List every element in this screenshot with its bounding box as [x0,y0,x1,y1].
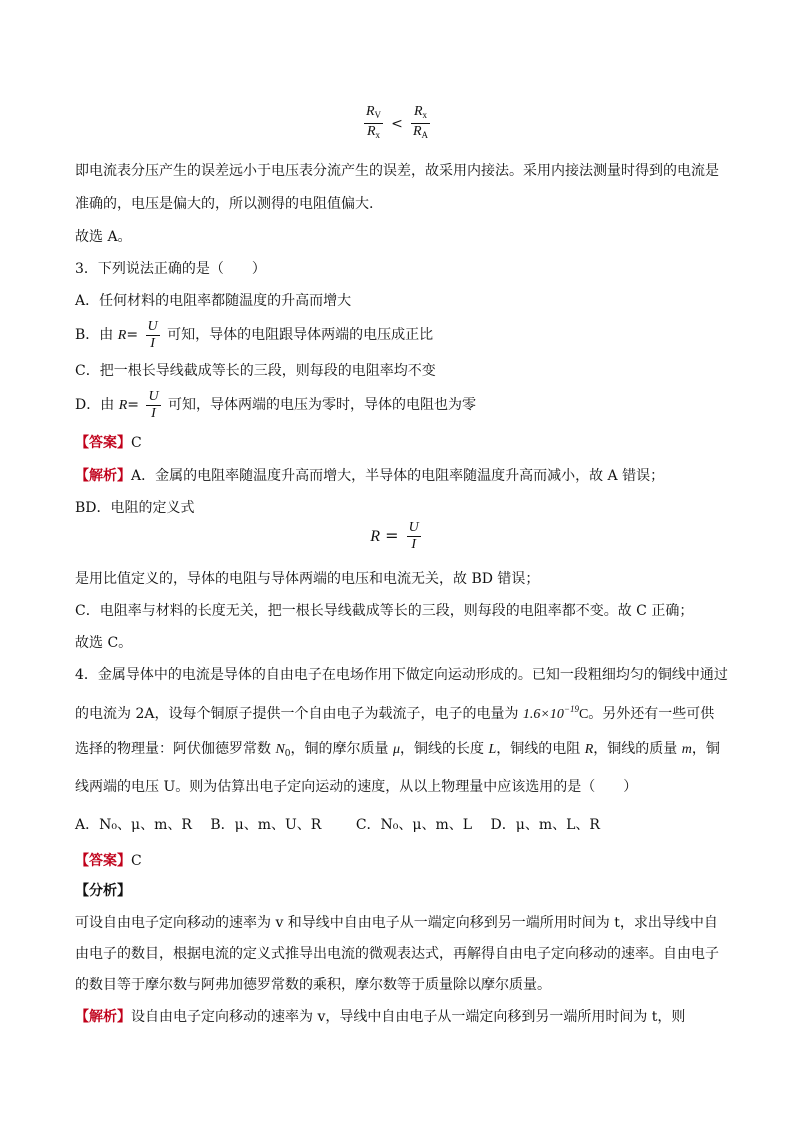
q4-line3: 选择的物理量：阿伏伽德罗常数 $N_0$，铜的摩尔质量 μ，铜线的长度 L，铜线的电阻 R，铜线的质量 m，铜 [75,741,720,759]
fraction-rv-rx: $\frac{R_V}{R_x}$ [365,104,382,140]
q4-line2: 的电流为 2A，设每个铜原子提供一个自由电子为载流子，电子的电量为 $1.6\times 10^{-19}C$。另外还有一些可供 [75,704,715,722]
q3-option-b: B．由 R= $\frac{U}{I}$ 可知，导体的电阻跟导体两端的电压成正比 [75,318,434,351]
answer-tag-2: 【答案】 [75,853,131,869]
q3-stem: 3．下列说法正确的是（ ） [75,261,266,277]
answer-tag: 【答案】 [75,435,131,451]
q4-option-b: B．μ、m、U、R [210,817,322,833]
q4-option-c: C．N₀、μ、m、L [355,817,473,833]
q3-answer: 【答案】C [75,435,142,451]
q3-analysis-1: 【解析】A．金属的电阻率随温度升高而增大，半导体的电阻率随温度升高而减小，故 A 错误； [75,468,665,484]
electron-charge: $1.6\times 10^{-19}C$ [522,704,589,722]
q4-line4: 线两端的电压 U。则为估算出电子定向运动的速度，从以上物理量中应该选用的是（ ） [75,779,638,795]
analysis-tag: 【解析】 [75,468,131,484]
para1-line2: 准确的，电压是偏大的，所以测得的电阻值偏大. [75,196,374,212]
para1-line3: 故选 A。 [75,229,132,245]
q3-analysis-3: 是用比值定义的，导体的电阻与导体两端的电压和电流无关，故 BD 错误； [75,571,540,587]
formula-ratio [0,104,794,143]
q3-option-c: C．把一根长导线截成等长的三段，则每段的电阻率均不变 [75,363,436,379]
q3-option-a: A．任何材料的电阻率都随温度的升高而增大 [75,293,352,309]
less-than: < [391,116,403,132]
q4-option-a: A．N₀、μ、m、R [75,817,192,833]
q4-options [75,814,600,836]
q3-option-d: D．由 R= $\frac{U}{I}$ 可知，导体两端的电压为零时，导体的电阻也为零 [75,388,477,421]
q4-fenxi-2: 由电子的数目，根据电流的定义式推导出电流的微观表达式，再解得自由电子定向移动的速率。自由电子 [75,946,719,962]
q4-fenxi-tag: 【分析】 [75,883,131,899]
q4-option-d: D．μ、m、L、R [490,817,600,833]
q4-fenxi-3: 的数目等于摩尔数与阿弗加德罗常数的乘积，摩尔数等于质量除以摩尔质量。 [75,977,551,993]
q3-analysis-2: BD．电阻的定义式 [75,500,195,516]
q4-line1: 4．金属导体中的电流是导体的自由电子在电场作用下做定向运动形成的。已知一段粗细均匀的铜线中通过 [75,667,728,683]
fraction-u-i-2: $\frac{U}{I}$ [148,388,159,421]
q4-answer: 【答案】C [75,853,142,869]
q4-analysis-1: 【解析】设自由电子定向移动的速率为 v，导线中自由电子从一端定向移到另一端所用时间为 t，则 [75,1009,686,1025]
fraction-rx-ra: $\frac{R_x}{R_A}$ [412,104,429,140]
q3-analysis-4: C．电阻率与材料的长度无关，把一根长导线截成等长的三段，则每段的电阻率都不变。故 C 正确； [75,603,694,619]
analysis-tag-2: 【解析】 [75,1009,131,1025]
para1-line1: 即电流表分压产生的误差远小于电压表分流产生的误差，故采用内接法。采用内接法测量时得到的电流是 [75,163,719,179]
q4-fenxi-1: 可设自由电子定向移动的速率为 v 和导线中自由电子从一端定向移到另一端所用时间为 t，求出导线中自 [75,915,718,931]
formula-r-u-i: R = $\frac{U}{I}$ [370,520,419,552]
q3-analysis-5: 故选 C。 [75,635,133,651]
fraction-u-i: $\frac{U}{I}$ [147,318,158,351]
